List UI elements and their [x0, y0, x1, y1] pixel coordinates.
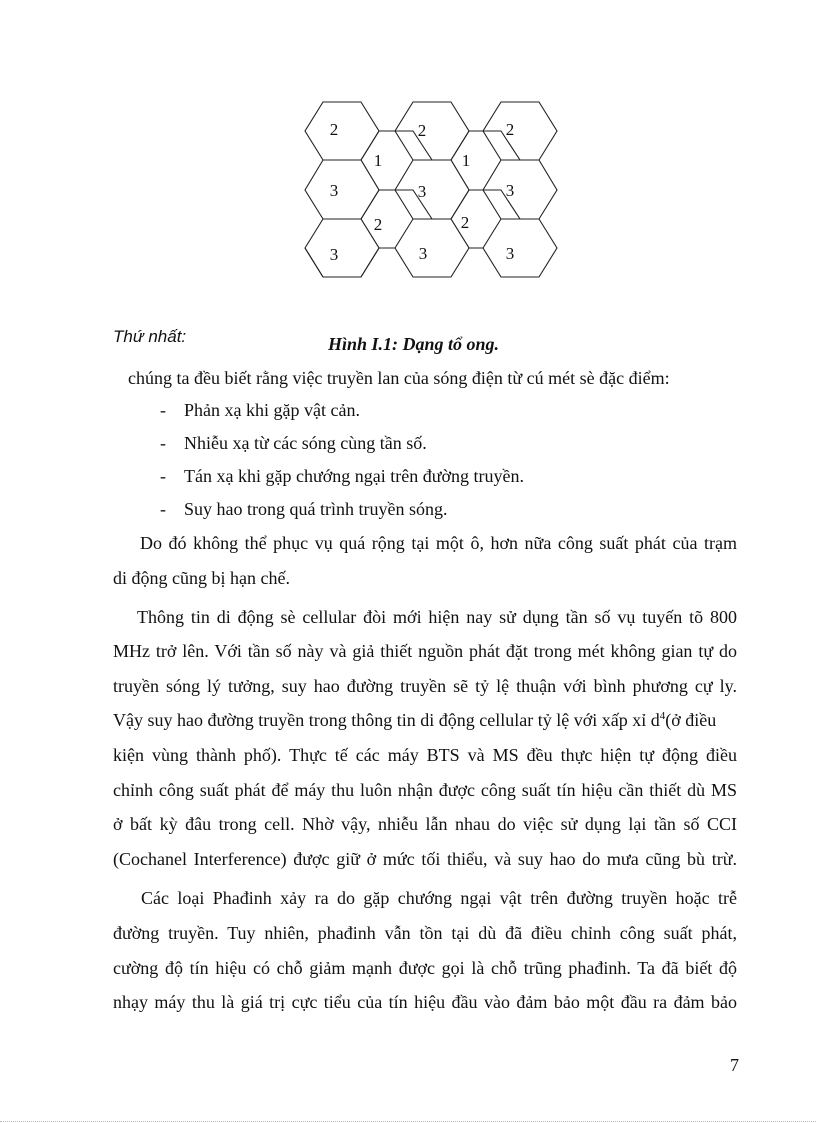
paragraph-line: truyền sóng lý tưởng, suy hao đường truyền sẽ tỷ lệ thuận với bình phương cự ly. — [113, 676, 737, 696]
svg-text:2: 2 — [505, 119, 515, 139]
hex-cell-bottom-right — [483, 219, 557, 277]
bullet-item: Phản xạ khi gặp vật cản. — [184, 400, 360, 420]
paragraph-line: (Cochanel Interference) được giữ ở mức tối thiểu, và suy hao do mưa cũng bù trừ. — [113, 849, 737, 869]
hex-cell-bottom-left — [305, 219, 379, 277]
hex-cell-mid-left — [305, 160, 379, 219]
svg-text:3: 3 — [418, 243, 428, 263]
svg-text:2: 2 — [417, 120, 427, 140]
bullet-item: Suy hao trong quá trình truyền sóng. — [184, 499, 448, 519]
paragraph-text: (ở điều — [665, 710, 717, 730]
paragraph-line: cường độ tín hiệu có chỗ giảm mạnh được gọi là chỗ trũng phađinh. Ta đã biết độ — [113, 958, 737, 978]
exponent: 4 — [659, 710, 666, 722]
paragraph-line: Thông tin di động sè cellular đòi mới hiện nay sử dụng tần số vụ tuyến tõ 800 — [137, 607, 737, 627]
intro-line: chúng ta đều biết rằng việc truyền lan của sóng điện từ cú mét sè đặc điểm: — [128, 368, 670, 388]
paragraph-line: ở bất kỳ đâu trong cell. Nhờ vậy, nhiễu lẫn nhau do việc sử dụng lại tần số CCI — [113, 814, 737, 834]
paragraph-line: di động cũng bị hạn chế. — [113, 568, 290, 588]
paragraph-line: đường truyền. Tuy nhiên, phađinh vẫn tồn tại dù đã điều chỉnh công suất phát, — [113, 923, 737, 943]
side-label: Thứ nhất: — [113, 327, 187, 346]
honeycomb-figure — [290, 95, 560, 305]
paragraph-text: Vậy suy hao đường truyền trong thông tin di động cellular tỷ lệ với xấp xỉ d — [113, 710, 660, 730]
svg-text:2: 2 — [329, 119, 339, 139]
paragraph-line: MHz trở lên. Với tần số này và giả thiết nguồn phát đặt trong mét không gian tự do — [113, 641, 737, 661]
svg-text:2: 2 — [373, 214, 383, 234]
paragraph-line: kiện vùng thành phố). Thực tế các máy BTS và MS đều thực hiện tự động điều — [113, 745, 737, 765]
bullet-marker: - — [160, 466, 166, 486]
svg-text:2: 2 — [460, 212, 470, 232]
hex-cell-bottom-middle — [395, 219, 469, 277]
svg-text:3: 3 — [417, 181, 427, 201]
paragraph-line: chỉnh công suất phát để máy thu luôn nhận được công suất tín hiệu cần thiết dù MS — [113, 780, 737, 800]
paragraph-line: nhạy máy thu là giá trị cực tiểu của tín hiệu đầu vào đảm bảo một đầu ra đảm bảo — [113, 992, 737, 1012]
svg-text:1: 1 — [461, 150, 471, 170]
svg-text:3: 3 — [329, 244, 339, 264]
svg-text:3: 3 — [505, 180, 515, 200]
paragraph-line — [113, 710, 737, 731]
footer-divider — [0, 1121, 816, 1122]
bullet-item: Nhiễu xạ từ các sóng cùng tần số. — [184, 433, 427, 453]
paragraph-line: Do đó không thể phục vụ quá rộng tại một ô, hơn nữa công suất phát của trạm — [140, 533, 737, 553]
bullet-marker: - — [160, 433, 166, 453]
svg-text:3: 3 — [329, 180, 339, 200]
bullet-item: Tán xạ khi gặp chướng ngại trên đường truyền. — [184, 466, 524, 486]
svg-text:1: 1 — [373, 150, 383, 170]
page-number: 7 — [730, 1055, 739, 1075]
bullet-marker: - — [160, 499, 166, 519]
bullet-marker: - — [160, 400, 166, 420]
svg-text:3: 3 — [505, 243, 515, 263]
hex-cell-top-left — [305, 102, 379, 160]
paragraph-line: Các loại Phađinh xảy ra do gặp chướng ngại vật trên đường truyền hoặc trễ — [141, 888, 737, 908]
figure-caption: Hình I.1: Dạng tổ ong. — [328, 334, 500, 354]
